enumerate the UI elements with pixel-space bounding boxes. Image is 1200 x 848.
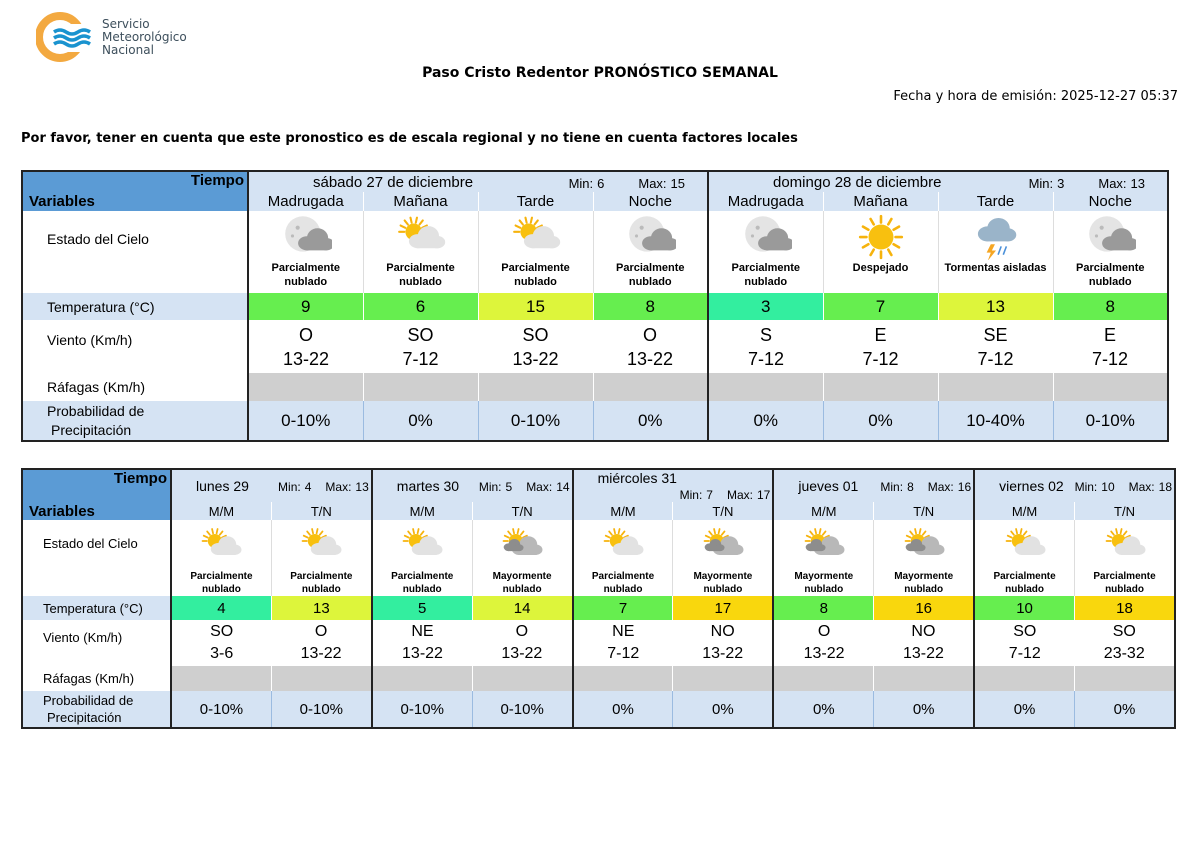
wind-cell [472,620,572,666]
day-max: 17 [756,488,771,502]
temperature-value: 16 [874,596,974,620]
wind-direction: NE [411,623,434,640]
wind-speed: 13-22 [702,645,744,662]
sky-condition: Parcialmente nublado [271,262,340,288]
sky-cell [372,520,472,596]
sky-cell [874,520,974,596]
day-name: martes 30 [396,478,460,494]
precipitacion-label: Probabilidad de Precipitación [22,401,248,441]
day-minmax: Min: 8 Max: 16 [880,480,972,494]
smn-logo-mark [36,12,96,64]
temperature-value: 18 [1075,596,1175,620]
moon-cloud-icon [280,213,332,260]
moon-cloud-icon [624,213,676,260]
viento-label: Viento (Km/h) [22,320,248,373]
temperature-value: 9 [248,293,363,320]
forecast-table-week1 [21,170,1169,442]
precipitation-probability: 0% [593,401,708,441]
wind-direction: O [298,324,313,345]
temperature-value: 4 [171,596,271,620]
wind-cell [271,620,371,666]
wind-cell [1053,320,1168,373]
sky-cell [171,520,271,596]
sky-cell [248,211,363,293]
sky-condition: Parcialmente nublado [731,262,800,288]
precipitation-probability: 0% [974,691,1074,728]
wind-cell [363,320,478,373]
period-label: Madrugada [248,192,363,211]
temperature-value: 8 [773,596,873,620]
period-label: T/N [1075,502,1175,520]
wind-direction: E [1103,324,1116,345]
wind-cell [372,620,472,666]
precipitation-probability: 0-10% [271,691,371,728]
day-name: miércoles 31 [597,470,677,486]
estado-cielo-label: Estado del Cielo [22,211,248,293]
sky-condition: Parcialmente nublado [591,571,655,595]
wind-cell [823,320,938,373]
precipitation-probability: 0% [708,401,823,441]
day-header [171,469,372,502]
wind-speed: 13-22 [402,645,443,662]
wind-speed: 23-32 [1103,645,1145,662]
wind-cell [708,320,823,373]
wind-speed: 13-22 [626,348,674,369]
precipitation-probability: 10-40% [938,401,1053,441]
page-title: Paso Cristo Redentor PRONÓSTICO SEMANAL [422,65,778,81]
precipitation-probability: 0% [363,401,478,441]
day-minmax: Min: 4 Max: 13 [278,480,369,494]
wind-direction: SO [210,623,234,640]
day-max: 15 [670,175,685,191]
period-label: Tarde [938,192,1053,211]
day-header [773,469,974,502]
day-header [708,171,1168,192]
gust-cell [593,373,708,401]
sky-cell [974,520,1074,596]
precipitation-probability: 0-10% [478,401,593,441]
sky-cell [271,520,371,596]
sky-condition: Mayormente nublado [693,571,753,595]
period-label: M/M [372,502,472,520]
sky-cell [573,520,673,596]
day-min: 8 [907,480,914,494]
gust-cell [248,373,363,401]
gust-cell [478,373,593,401]
moon-cloud-icon [1084,213,1136,260]
day-minmax: Min: 6 Max: 15 [568,175,685,191]
day-minmax: Min: 3 Max: 13 [1028,175,1145,191]
sky-cell [363,211,478,293]
temperatura-label: Temperatura (°C) [22,596,171,620]
variables-label: Variables [22,192,248,211]
sky-condition: Parcialmente nublado [1076,262,1145,288]
sky-condition: Parcialmente nublado [391,571,454,595]
temperature-value: 6 [363,293,478,320]
gust-cell [363,373,478,401]
period-label: T/N [874,502,974,520]
gust-cell [708,373,823,401]
temperature-value: 7 [573,596,673,620]
precipitation-probability: 0-10% [1053,401,1168,441]
day-header [248,171,708,192]
precipitation-probability: 0% [673,691,773,728]
day-min: 7 [706,488,713,502]
sun-cloud-icon [299,525,343,565]
wind-speed: 13-22 [282,348,330,369]
sky-condition: Parcialmente nublado [616,262,685,288]
wind-speed: 7-12 [402,348,439,369]
wind-speed: 7-12 [862,348,899,369]
precipitation-probability: 0-10% [248,401,363,441]
temperature-value: 8 [593,293,708,320]
period-label: M/M [773,502,873,520]
wind-cell [673,620,773,666]
period-label: M/M [974,502,1074,520]
wind-cell [573,620,673,666]
period-label: Mañana [363,192,478,211]
wind-direction: SE [983,324,1008,345]
sky-condition: Tormentas aisladas [944,262,1047,274]
precipitation-probability: 0% [573,691,673,728]
gust-cell [823,373,938,401]
sky-condition: Despejado [852,262,909,274]
day-name: lunes 29 [196,478,249,494]
sun-cloud-icon [510,213,562,260]
wind-direction: O [314,623,328,640]
sun-cloud-icon [601,525,645,565]
wind-cell [1075,620,1175,666]
wind-speed: 13-22 [902,645,944,662]
forecast-table-week2 [21,468,1176,729]
wind-speed: 3-6 [210,645,234,662]
gust-cell [938,373,1053,401]
temperature-value: 7 [823,293,938,320]
storm-icon [970,213,1022,260]
mostly-cloudy-icon [701,525,745,565]
day-min: 10 [1101,480,1115,494]
wind-speed: 13-22 [501,645,543,662]
temperatura-label: Temperatura (°C) [22,293,248,320]
sky-cell [472,520,572,596]
period-label: T/N [472,502,572,520]
gust-cell [271,666,371,691]
period-label: Noche [593,192,708,211]
sky-cell [593,211,708,293]
day-min: 6 [597,175,605,191]
period-label: M/M [573,502,673,520]
temperature-value: 3 [708,293,823,320]
wind-direction: SO [1112,623,1136,640]
sky-cell [478,211,593,293]
period-label: M/M [171,502,271,520]
wind-direction: E [874,324,887,345]
temperature-value: 14 [472,596,572,620]
temperature-value: 10 [974,596,1074,620]
sun-cloud-icon [1103,525,1147,565]
day-name: jueves 01 [798,478,859,494]
gust-cell [1075,666,1175,691]
gust-cell [573,666,673,691]
temperature-value: 13 [271,596,371,620]
gust-cell [472,666,572,691]
sky-cell [773,520,873,596]
emission-datetime: Fecha y hora de emisión: 2025-12-27 05:37 [893,89,1178,104]
wind-speed: 7-12 [977,348,1014,369]
tiempo-label: Tiempo [22,469,171,502]
wind-speed: 13-22 [803,645,845,662]
mostly-cloudy-icon [802,525,846,565]
regional-notice: Por favor, tener en cuenta que este pronostico es de escala regional y no tiene en cuenta factores locales [21,131,798,146]
precipitation-probability: 0% [823,401,938,441]
mostly-cloudy-icon [902,525,946,565]
moon-cloud-icon [740,213,792,260]
precipitation-probability: 0% [874,691,974,728]
wind-direction: O [642,324,657,345]
day-minmax: Min: 5 Max: 14 [478,480,570,494]
day-min: 5 [505,480,513,494]
wind-direction: NE [612,623,635,640]
wind-cell [974,620,1074,666]
wind-direction: SO [1013,623,1037,640]
wind-direction: NO [710,623,735,640]
day-header [372,469,573,502]
day-header [974,469,1175,502]
temperature-value: 5 [372,596,472,620]
period-label: Madrugada [708,192,823,211]
wind-cell [248,320,363,373]
sky-cell [1053,211,1168,293]
day-minmax: Min: 10 Max: 18 [1074,480,1172,494]
sky-condition: Mayormente nublado [492,571,552,595]
sun-cloud-icon [400,525,444,565]
sun-cloud-icon [1003,525,1047,565]
temperature-value: 17 [673,596,773,620]
day-max: 13 [355,480,369,494]
day-name: sábado 27 de diciembre [313,173,474,191]
gust-cell [874,666,974,691]
precipitation-probability: 0% [773,691,873,728]
period-label: Tarde [478,192,593,211]
estado-cielo-label: Estado del Cielo [22,520,171,596]
day-min: 4 [304,480,312,494]
precipitation-probability: 0-10% [372,691,472,728]
wind-speed: 13-22 [512,348,559,369]
sky-cell [673,520,773,596]
precipitation-probability: 0% [1075,691,1175,728]
sky-condition: Parcialmente nublado [190,571,253,595]
sky-condition: Parcialmente nublado [993,571,1056,595]
gust-cell [673,666,773,691]
wind-cell [773,620,873,666]
sky-condition: Parcialmente nublado [290,571,353,595]
wind-cell [593,320,708,373]
sky-cell [938,211,1053,293]
sky-condition: Parcialmente nublado [501,262,570,288]
sun-icon [855,213,907,260]
sky-condition: Parcialmente nublado [386,262,455,288]
gust-cell [773,666,873,691]
wind-speed: 7-12 [747,348,785,369]
temperature-value: 13 [938,293,1053,320]
wind-direction: O [817,623,831,640]
wind-speed: 7-12 [1008,645,1041,662]
wind-cell [938,320,1053,373]
gust-cell [974,666,1074,691]
gust-cell [372,666,472,691]
wind-cell [478,320,593,373]
temperature-value: 8 [1053,293,1168,320]
day-minmax: Min: 7 Max: 17 [679,488,771,502]
wind-speed: 13-22 [300,645,342,662]
variables-label: Variables [22,502,171,520]
day-max: 14 [556,480,570,494]
wind-direction: S [759,324,772,345]
sky-cell [1075,520,1175,596]
day-max: 16 [957,480,972,494]
day-header [573,469,774,502]
precipitacion-label: Probabilidad de Precipitación [22,691,171,728]
precipitation-probability: 0-10% [171,691,271,728]
day-name: domingo 28 de diciembre [773,173,942,191]
wind-direction: O [515,623,529,640]
day-max: 18 [1158,480,1172,494]
wind-direction: SO [407,324,434,345]
period-label: T/N [271,502,371,520]
temperature-value: 15 [478,293,593,320]
viento-label: Viento (Km/h) [22,620,171,666]
wind-direction: SO [522,324,549,345]
sky-cell [823,211,938,293]
wind-speed: 7-12 [607,645,640,662]
sky-cell [708,211,823,293]
smn-logo [36,12,216,64]
gust-cell [171,666,271,691]
gust-cell [1053,373,1168,401]
period-label: Mañana [823,192,938,211]
rafagas-label: Ráfagas (Km/h) [22,666,171,691]
wind-direction: NO [911,623,936,640]
period-label: Noche [1053,192,1168,211]
sun-cloud-icon [199,525,243,565]
logo-text: Servicio Meteorológico Nacional [102,17,187,57]
tiempo-label: Tiempo [22,171,248,192]
period-label: T/N [673,502,773,520]
sky-condition: Mayormente nublado [894,571,954,595]
wind-speed: 7-12 [1091,348,1129,369]
precipitation-probability: 0-10% [472,691,572,728]
sun-cloud-icon [395,213,447,260]
day-max: 13 [1130,175,1145,191]
sky-condition: Mayormente nublado [794,571,854,595]
day-min: 3 [1057,175,1065,191]
wind-cell [171,620,271,666]
wind-cell [874,620,974,666]
sky-condition: Parcialmente nublado [1093,571,1156,595]
rafagas-label: Ráfagas (Km/h) [22,373,248,401]
mostly-cloudy-icon [500,525,544,565]
day-name: viernes 02 [999,478,1064,494]
